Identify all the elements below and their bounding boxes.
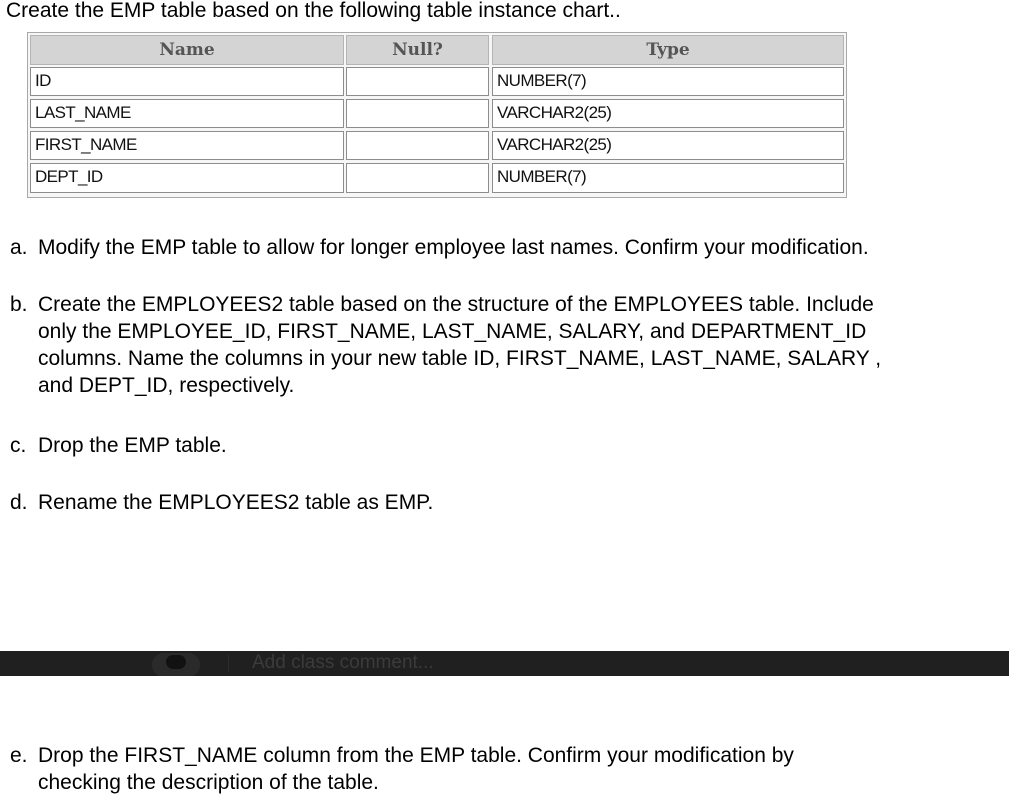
instructions-heading: Create the EMP table based on the following table instance chart.. — [6, 0, 621, 22]
row-last-name-null — [346, 99, 489, 128]
class-comment-bar — [0, 651, 1009, 676]
task-d-text: Rename the EMPLOYEES2 table as EMP. — [38, 491, 434, 514]
row-dept-id-name: DEPT_ID — [30, 163, 344, 193]
task-e-line-2: checking the description of the table. — [38, 771, 379, 794]
task-b-line-4: and DEPT_ID, respectively. — [38, 374, 295, 397]
task-b — [10, 291, 1000, 399]
row-last-name-name: LAST_NAME — [30, 99, 344, 128]
task-a — [10, 234, 1000, 261]
add-class-comment-input[interactable]: Add class comment... — [252, 652, 434, 673]
row-first-name-type: VARCHAR2(25) — [492, 131, 844, 160]
task-c-text: Drop the EMP table. — [38, 434, 227, 457]
row-first-name-name: FIRST_NAME — [30, 131, 344, 160]
row-id-type: NUMBER(7) — [492, 67, 844, 96]
column-header-name: Name — [30, 35, 344, 65]
task-d-letter: d. — [10, 491, 28, 514]
row-dept-id-type: NUMBER(7) — [492, 163, 844, 193]
task-e-letter: e. — [10, 744, 28, 767]
task-b-line-1: Create the EMPLOYEES2 table based on the structure of the EMPLOYEES table. Include — [38, 293, 874, 316]
task-d — [10, 489, 1000, 516]
avatar-icon — [166, 655, 186, 669]
task-c — [10, 432, 1000, 459]
task-a-letter: a. — [10, 236, 28, 259]
task-b-letter: b. — [10, 293, 28, 316]
row-last-name-type: VARCHAR2(25) — [492, 99, 844, 128]
task-a-text: Modify the EMP table to allow for longer employee last names. Confirm your modification. — [38, 236, 869, 259]
emp-table-instance-chart — [27, 32, 847, 198]
row-id-name: ID — [30, 67, 344, 96]
task-e-line-1: Drop the FIRST_NAME column from the EMP table. Confirm your modification by — [38, 744, 794, 767]
task-c-letter: c. — [10, 434, 27, 457]
row-dept-id-null — [346, 163, 489, 193]
task-e — [10, 742, 1000, 796]
task-b-line-3: columns. Name the columns in your new table ID, FIRST_NAME, LAST_NAME, SALARY , — [38, 347, 882, 370]
row-id-null — [346, 67, 489, 96]
row-first-name-null — [346, 131, 489, 160]
task-b-line-2: only the EMPLOYEE_ID, FIRST_NAME, LAST_NAME, SALARY, and DEPARTMENT_ID — [38, 320, 867, 343]
column-header-null: Null? — [346, 35, 489, 65]
column-header-type: Type — [492, 35, 844, 65]
comment-divider — [228, 655, 229, 672]
